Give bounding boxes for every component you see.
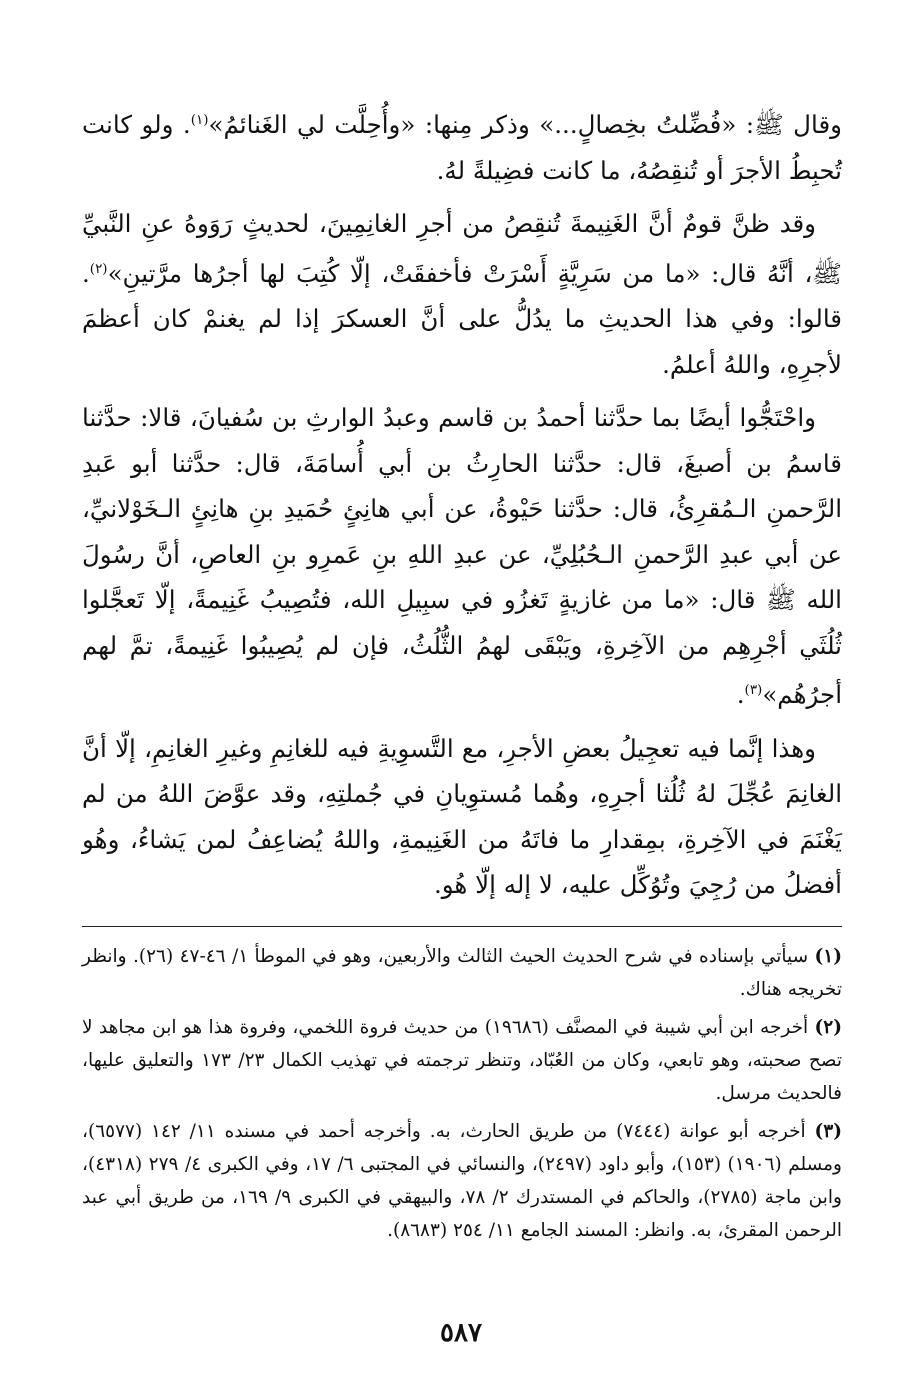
footnote-text-2: أخرجه ابن أبي شيبة في المصنَّف (١٩٦٨٦) من حديث فروة اللخمي، وفروة هذا هو ابن مجاهد لا تصح صحبته، وهو تابعي، وكان من العُبّاد، وتنظر ترجمته في تهذيب الكمال ٢٣/ ١٧٣ والتعليق عليها، فالحديث مرسل. xyxy=(82,1017,842,1104)
paragraph-1-text: وقال ﷺ: «فُضِّلتُ بخِصالٍ...» وذكر مِنها: «وأُحِلَّت لي الغَنائمُ» xyxy=(208,110,842,140)
footnote-number-3: (٣) xyxy=(814,1121,842,1142)
footnote-number-1: (١) xyxy=(814,946,842,967)
footnote-3 xyxy=(82,1115,842,1247)
footnote-2 xyxy=(82,1011,842,1110)
main-text xyxy=(82,98,842,916)
paragraph-2-rest: . قالوا: وفي هذا الحديثِ ما يدُلُّ على أنَّ العسكرَ إذا لم يغنمْ كان أعظمَ لأجرِهِ، واللهُ أعلمُ. xyxy=(82,258,842,379)
footnote-ref-2[interactable]: (٢) xyxy=(89,260,108,277)
footnote-1 xyxy=(82,940,842,1006)
footnote-divider xyxy=(82,926,842,927)
paragraph-3-text: واحْتَجُّوا أيضًا بما حدَّثنا أحمدُ بن قاسم وعبدُ الوارثِ بن سُفيانَ، قالا: حدَّثنا قاسمُ بن أصبغَ، قال: حدَّثنا الحارِثُ بن أبي أُسامَةَ، قال: حدَّثنا أبو عَبدِ الرَّحمنِ الـمُقرِئُ، قال: حدَّثنا حَيْوةُ، عن أبي هانِئٍ حُمَيدِ بنِ هانِئٍ الـخَوْلانيِّ، عن أبي عبدِ الرَّحمنِ الـحُبُلِيِّ، عن عبدِ اللهِ بنِ عَمرِو بنِ العاصِ، أنَّ رسُولَ الله ﷺ قال: «ما من غازيةٍ تَغزُو في سبِيلِ الله، فتُصِيبُ غَنِيمةً، إلّا تَعجَّلوا ثُلُثَي أجْرِهِم من الآخِرةِ، ويَبْقَى لهمُ الثُّلُثُ، فإن لم يُصِيبُوا غَنِيمةً، تمَّ لهم أجرُهُم» xyxy=(82,403,842,710)
page-number: ٥٨٧ xyxy=(440,1318,482,1348)
paragraph-2 xyxy=(82,201,842,387)
paragraph-1-rest: . ولو كانت تُحبِطُ الأجرَ أو تُنقِصُهُ، ما كانت فضِيلةً لهُ. xyxy=(82,110,842,185)
footnote-ref-1[interactable]: (١) xyxy=(190,112,209,128)
paragraph-4-text: وهذا إنَّما فيه تعجِيلُ بعضِ الأجرِ، مع التَّسوِيةِ فيه للغانِمِ وغيرِ الغانِمِ، إلّا أنَّ الغانِمَ عُجِّلَ لهُ ثُلُثا أجرِهِ، وهُما مُستوِيانِ في جُملتِهِ، وقد عوَّضَ اللهُ من لم يَغْنَمَ في الآخِرةِ، بمِقدارِ ما فاتَهُ من الغَنِيمةِ، واللهُ يُضاعِفُ لمن يَشاءُ، وهُو أفضلُ من رُجِيَ وتُوُكِّل عليه، لا إله إلّا هُو. xyxy=(82,733,842,900)
paragraph-1 xyxy=(82,98,842,193)
footnote-ref-3[interactable]: (٣) xyxy=(744,682,763,699)
footnotes-section xyxy=(82,940,842,1252)
footnote-text-1: سيأتي بإسناده في شرح الحديث الحيث الثالث والأربعين، وهو في الموطأ ١/ ٤٦-٤٧ (٢٦). وانظر تخريجه هناك. xyxy=(82,946,842,1000)
paragraph-4 xyxy=(82,726,842,908)
footnote-number-2: (٢) xyxy=(814,1017,842,1038)
paragraph-3-rest: . xyxy=(736,680,745,710)
footnote-text-3: أخرجه أبو عوانة (٧٤٤٤) من طريق الحارث، به. وأخرجه أحمد في مسنده ١١/ ١٤٢ (٦٥٧٧)، ومسلم (١٩٠٦) (١٥٣)، وأبو داود (٢٤٩٧)، والنسائي في المجتبى ٦/ ١٧، وفي الكبرى ٤/ ٢٧٩ (٤٣١٨)، وابن ماجة (٢٧٨٥)، والحاكم في المستدرك ٢/ ٧٨، والبيهقي في الكبرى ٩/ ١٦٩، من طريق أبي عبد الرحمن المقرئ، به. وانظر: المسند الجامع ١١/ ٢٥٤ (٨٦٨٣). xyxy=(82,1121,842,1241)
paragraph-2-text: وقد ظنَّ قومٌ أنَّ الغَنِيمةَ تُنقِصُ من أجرِ الغانِمِينَ، لحديثٍ رَوَوهُ عنِ النَّبيِّ ﷺ، أنَّهُ قال: «ما من سَرِيَّةٍ أَسْرَتْ فأخفقَتْ، إلّا كُتِبَ لها أجرُها مرَّتينِ» xyxy=(82,209,842,288)
paragraph-3 xyxy=(82,395,842,718)
